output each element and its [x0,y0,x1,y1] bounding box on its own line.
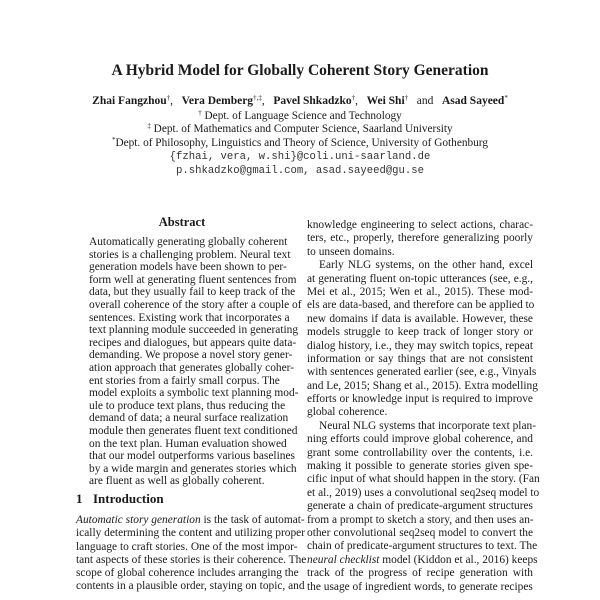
line-text: model (Kiddon et al., 2016) keeps [379,553,538,566]
author-mark: † [166,94,171,102]
author-name: Zhai Fangzhou [92,95,167,107]
author-mark: † [351,94,356,102]
text-line: Early NLG systems, on the other hand, excel [319,259,533,272]
author-name: Asad Sayeed [442,95,505,107]
text-line: that our model outperforms various baselines [89,450,295,463]
text-line: knowledge engineering to select actions, charac- [307,219,533,231]
text-line: are fluent as well as globally coherent. [89,475,265,488]
text-line: els are data-based, and therefore can be applied to [307,299,535,312]
author-name: Wei Shi [366,95,405,107]
affiliation [0,137,600,149]
text-line: ters, etc., properly, therefore generalizing poorly [307,232,533,245]
text-line: ning efforts could improve global coherence, and [307,433,533,446]
email-line: {fzhai, vera, w.shi}@coli.uni-saarland.de [169,151,431,163]
affiliation-text: Dept. of Language Science and Technology [201,110,402,122]
paragraph [307,219,533,259]
affiliation-text: Dept. of Mathematics and Computer Science, Saarland University [150,123,453,135]
text-line: the usage of ingredient words, to generate recipes [307,580,533,593]
introduction-body [76,514,307,594]
text-line: from a prompt to sketch a story, and then uses an- [307,513,534,526]
text-line: demand of data; a neural surface realization [89,412,289,425]
text-line: models struggle to keep track of longer story or [307,326,533,339]
author-mark: †,‡ [253,94,262,102]
and-word: and [416,95,434,107]
text-line: ule to produce text plans, thus reducing the [89,399,286,412]
text-line: ically determining the content and utilizing proper [76,527,306,540]
author-name: Pavel Shkadzko [273,95,352,107]
text-line [76,514,305,527]
text-line: chain of predicate-argument structures to text. The [307,540,538,553]
text-line: module then generates fluent text conditioned [89,424,298,437]
text-line: and Le, 2015; Shang et al., 2015). Extra modelling [307,379,538,392]
text-line: tant aspects of these stories is their coherence. The [76,553,307,566]
email-line: p.shkadzko@gmail.com, asad.sayeed@gu.se [176,165,424,177]
affiliation-text: Dept. of Philosophy, Linguistics and Theory of Science, University of Gothenburg [115,137,489,149]
affiliation [0,123,600,135]
text-line: with sentences generated earlier (see, e.g., Vinyals [307,366,537,379]
paragraph [307,259,538,420]
section-number: 1 [76,491,83,506]
text-line: at generating fluent on-topic utterances (see, e.g., [307,272,533,285]
text-line: new domains if data is available. However, these [307,312,533,325]
text-line: global coherence. [307,406,388,419]
author-mark: † [404,94,409,102]
text-line: grant some controllability over the contents, i.e. [307,446,533,459]
text-line: dialog history, i.e., they may switch topics, repeat [307,339,533,352]
text-line: on the text plan. Human evaluation showed [89,437,287,450]
text-line: by a wide margin and generates stories which [89,462,297,475]
paragraph [307,419,540,594]
emphasis-text: neural checklist [307,553,380,566]
paragraph [76,514,307,594]
text-line: sentences. Existing work that incorporates a [89,311,290,324]
author-list: Zhai Fangzhou†, Vera Demberg†,‡, Pavel Shkadzko†, Wei Shi† and Asad Sayeed* [92,94,508,107]
paragraph [89,236,302,488]
text-line: cific input of what should happen in the story. (Fan [307,473,540,486]
text-line: data, but they usually fail to keep track of the [89,286,296,299]
text-line [307,553,538,567]
text-line: language to craft stories. One of the most impor- [76,540,298,553]
right-column-body [307,219,540,594]
abstract-heading: Abstract [158,215,206,229]
affiliation-mark: † [198,109,202,117]
text-line: demanding. We propose a novel story gener- [89,349,293,362]
text-line: text planning module succeeded in generating [89,324,299,337]
text-line: other convolutional seq2seq model to convert the [307,526,533,539]
line-text: is the task of automat- [200,514,305,526]
text-line: track of the progress of recipe generation with [307,567,533,580]
text-line: generate a chain of predicate-argument structures [307,500,533,513]
affiliation-mark: ‡ [147,122,151,130]
text-line: information or say things that are not consistent [307,352,533,365]
text-line: et al., 2019) uses a convolutional seq2seq model to [307,486,540,499]
emphasis-text: Automatic story generation [76,514,201,526]
text-line: efforts or knowledge input is required to improve [307,393,533,406]
text-line: Neural NLG systems that incorporate text plan- [319,419,536,432]
text-line: overall coherence of the story after a couple of [89,298,302,311]
abstract-body [89,236,302,488]
section-heading: Introduction [93,491,164,506]
text-line: stories is a challenging problem. Neural text [89,248,291,261]
text-line: making it possible to generate stories given spe- [307,460,533,473]
text-line: generation models have been shown to per- [89,261,287,274]
text-line: ent stories from a fairly small corpus. The [89,374,280,387]
text-line: Mei et al., 2015; Wen et al., 2015). These mod- [307,285,533,298]
text-line: to unseen domains. [307,245,395,258]
text-line: recipes and dialogues, but appears quite data- [89,336,297,349]
author-mark: * [504,94,508,102]
author-name: Vera Demberg [181,95,254,107]
affiliation-mark: * [111,136,116,144]
text-line: model exploits a symbolic text planning mod- [89,387,299,400]
affiliation [0,110,600,122]
text-line: form well at generating fluent sentences from [89,273,297,286]
text-line: contents in a plausible order, staying on topic, and [76,580,305,593]
text-line: scope of global coherence includes arranging the [76,567,299,580]
text-line: Automatically generating globally coherent [89,236,288,248]
text-line: ation approach that generates globally coher- [89,361,295,374]
paper-title: A Hybrid Model for Globally Coherent Story Generation [111,62,489,79]
